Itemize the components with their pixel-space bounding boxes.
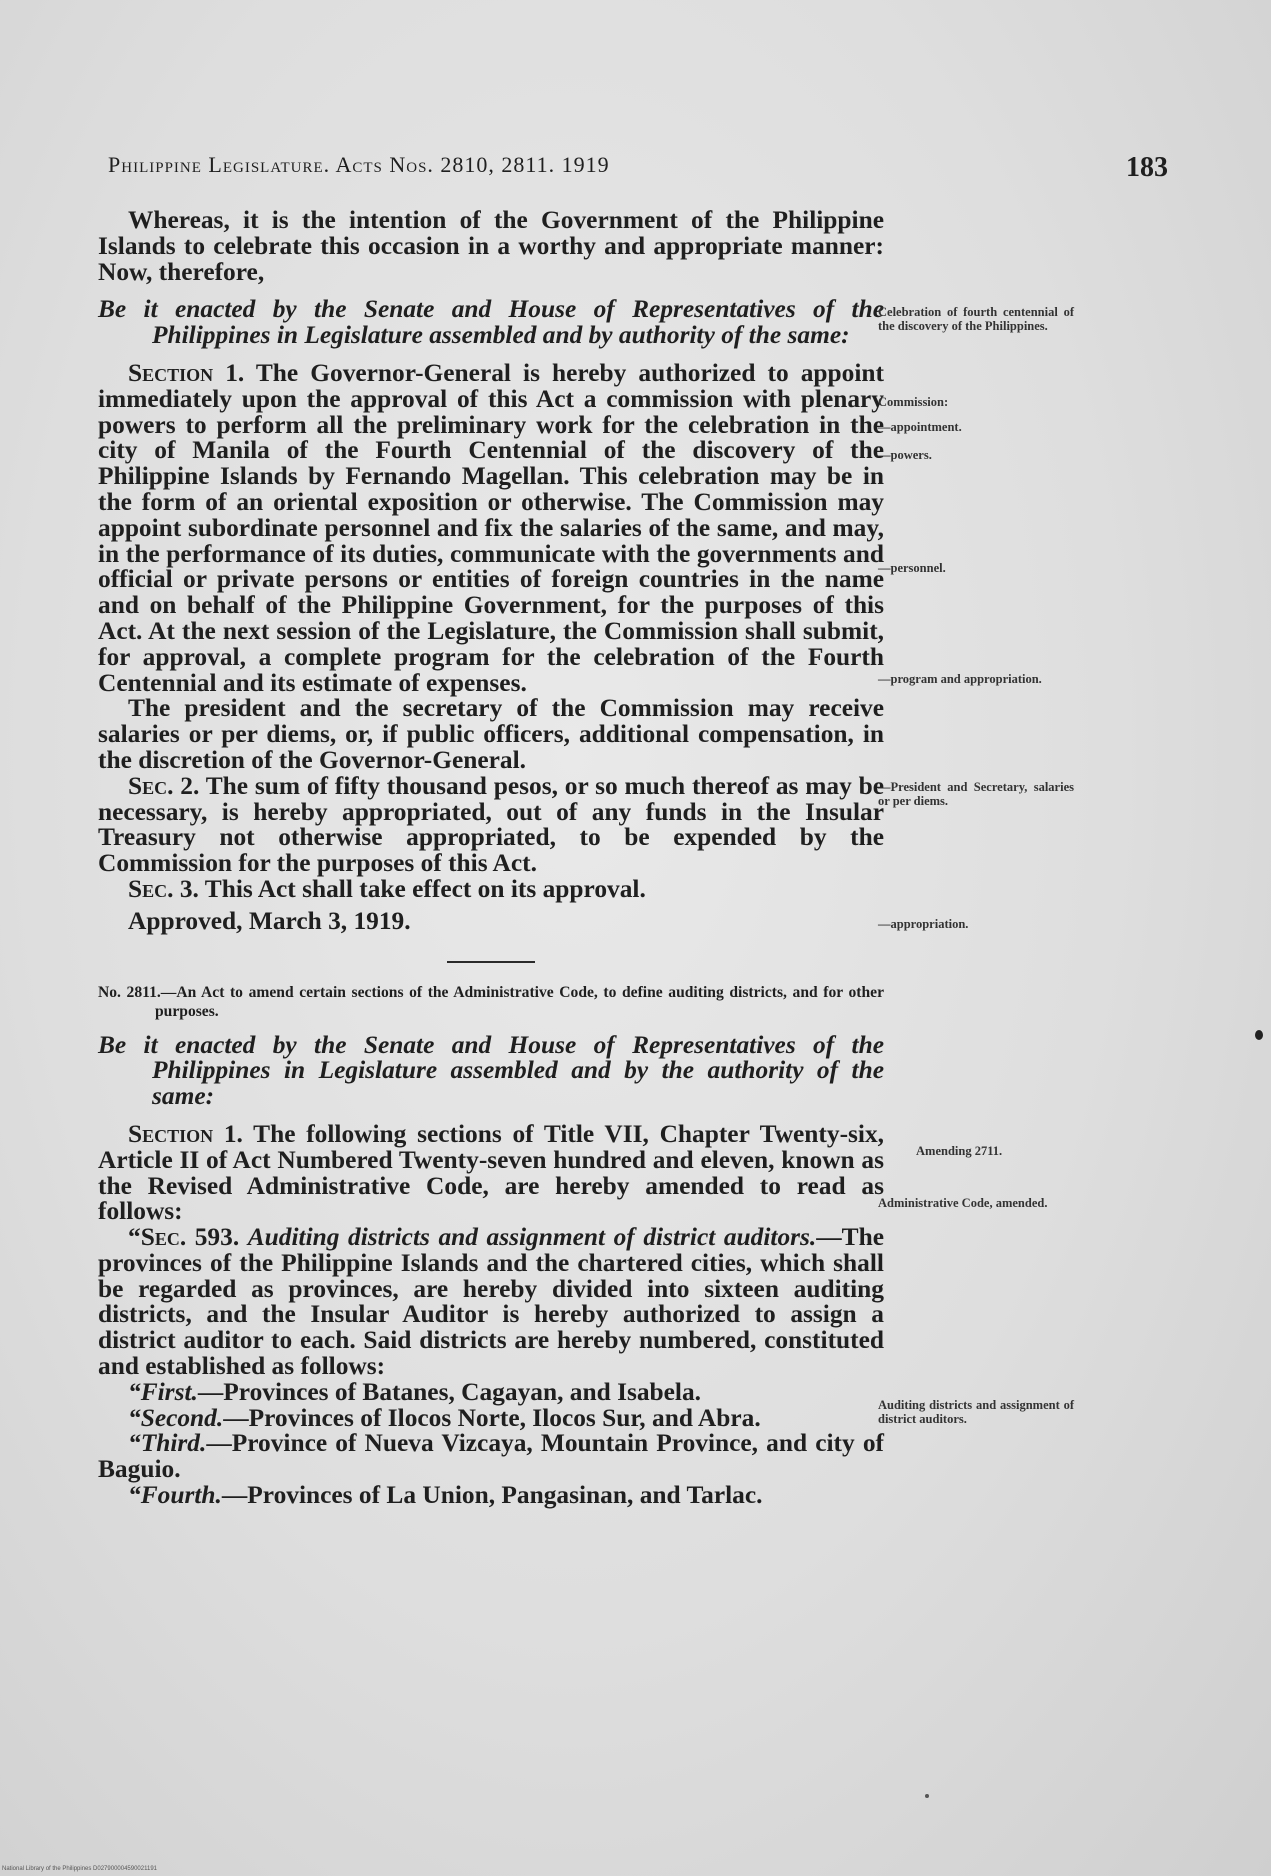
district-paragraph (98, 1431, 884, 1483)
page-number: 183 (1126, 152, 1168, 183)
district-paragraph (98, 1483, 884, 1509)
district-text: —Province of Nueva Vizcaya, Mountain Province, and city of Baguio. (98, 1429, 884, 1484)
body-text (98, 208, 884, 1509)
ink-speck (925, 1794, 929, 1798)
section-1-paragraph (98, 358, 884, 697)
section-3-paragraph (98, 874, 884, 903)
president-paragraph: The president and the secretary of the Commission may receive salaries or per diems, or, if public officers, additional compensation, in the discretion of the Governor-General. (98, 694, 884, 774)
section-label: Sec. 2. (128, 771, 200, 800)
section-text: The following sections of Title VII, Chapter Twenty-six, Article II of Act Numbered Twenty-seven hundred and eleven, known as the Revised Administrative Code, are hereby amended to read as follows: (98, 1119, 885, 1226)
margin-note-amending: Amending 2711. (916, 1144, 1003, 1158)
running-head: Philippine Legislature. Acts Nos. 2810, 2811. 1919 (108, 152, 610, 177)
section-divider (447, 961, 535, 963)
district-ordinal: “Fourth. (128, 1481, 222, 1510)
section-text: —The provinces of the Philippine Islands and the chartered cities, which shall be regarded as provinces, are hereby divided into sixteen auditing districts, and the Insular Auditor is hereby authorized to assign a district auditor to each. Said districts are hereby numbered, constituted and established as follows: (98, 1223, 884, 1381)
enacting-clause: Be it enacted by the Senate and House of Representatives of the Philippines in Legislature assembled and by authority of the same: (98, 295, 884, 350)
margin-note-admin-code: Administrative Code, amended. (878, 1196, 1048, 1210)
district-ordinal: “Second. (128, 1403, 224, 1432)
district-ordinal: “First. (128, 1377, 198, 1406)
whereas-paragraph: Whereas, it is the intention of the Government of the Philippine Islands to celebrate this occasion in a worthy and appropriate manner: Now, therefore, (98, 206, 884, 286)
district-text: —Provinces of Ilocos Norte, Ilocos Sur, and Abra. (223, 1403, 761, 1432)
margin-note-celebration: Celebration of fourth centennial of the discovery of the Philippines. (878, 305, 1074, 333)
ink-speck (1255, 1030, 1263, 1040)
section-label: Section 1. (128, 358, 245, 387)
margin-note-personnel: —personnel. (878, 561, 946, 575)
margin-note-commission: Commission: (878, 395, 949, 409)
section-label: Sec. 3. (128, 874, 199, 903)
district-text: —Provinces of La Union, Pangasinan, and Tarlac. (221, 1481, 763, 1510)
section-text: The Governor-General is hereby authorized to appoint immediately upon the approval of this Act a commission with plenary powers to perform all the preliminary work for the celebration in the city of Manila of the Fourth Centennial of the discovery of the Philippine Islands by Fernando Magellan. This celebration may be in the form of an oriental exposition or otherwise. The Commission may appoint subordinate personnel and fix the salaries of the same, and may, in the performance of its duties, communicate with the governments and official or private persons or entities of foreign countries in the name and on behalf of the Philippine Government, for the purposes of this Act. At the next session of the Legislature, the Commission shall submit, for approval, a complete program for the celebration of the Fourth Centennial and its estimate of expenses. (98, 358, 884, 697)
section-text: This Act shall take effect on its approval. (204, 874, 646, 903)
section-heading: Auditing districts and assignment of district auditors. (247, 1223, 817, 1252)
district-paragraph (98, 1403, 884, 1432)
margin-note-program: —program and appropriation. (878, 672, 1042, 686)
section-593-paragraph (98, 1225, 884, 1380)
district-paragraph (98, 1377, 884, 1406)
margin-note-auditing: Auditing districts and assignment of district auditors. (878, 1398, 1074, 1426)
margin-note-appointment: —appointment. (878, 420, 962, 434)
act-2811-section-1-paragraph (98, 1119, 885, 1226)
scan-footer: National Library of the Philippines D027900004590021191 (2, 1866, 158, 1872)
district-text: —Provinces of Batanes, Cagayan, and Isabela. (197, 1377, 702, 1406)
act-title: No. 2811.—An Act to amend certain sections of the Administrative Code, to define auditing districts, and for other purposes. (98, 983, 884, 1020)
district-ordinal: “Third. (128, 1429, 207, 1458)
enacting-clause: Be it enacted by the Senate and House of Representatives of the Philippines in Legislature assembled and by the authority of the same: (98, 1030, 884, 1111)
margin-note-president: —President and Secretary, salaries or per diems. (878, 780, 1074, 808)
section-label: Section 1. (128, 1119, 243, 1148)
section-text: The sum of fifty thousand pesos, or so much thereof as may be necessary, is hereby appropriated, out of any funds in the Insular Treasury not otherwise appropriated, to be expended by the Commission for the purposes of this Act. (98, 771, 884, 878)
page-header (108, 152, 1168, 192)
margin-note-powers: —powers. (878, 448, 932, 462)
margin-note-appropriation: —appropriation. (878, 917, 969, 931)
section-2-paragraph (98, 771, 884, 878)
approval-line: Approved, March 3, 1919. (128, 906, 411, 935)
section-label: “Sec. 593. (128, 1223, 240, 1252)
